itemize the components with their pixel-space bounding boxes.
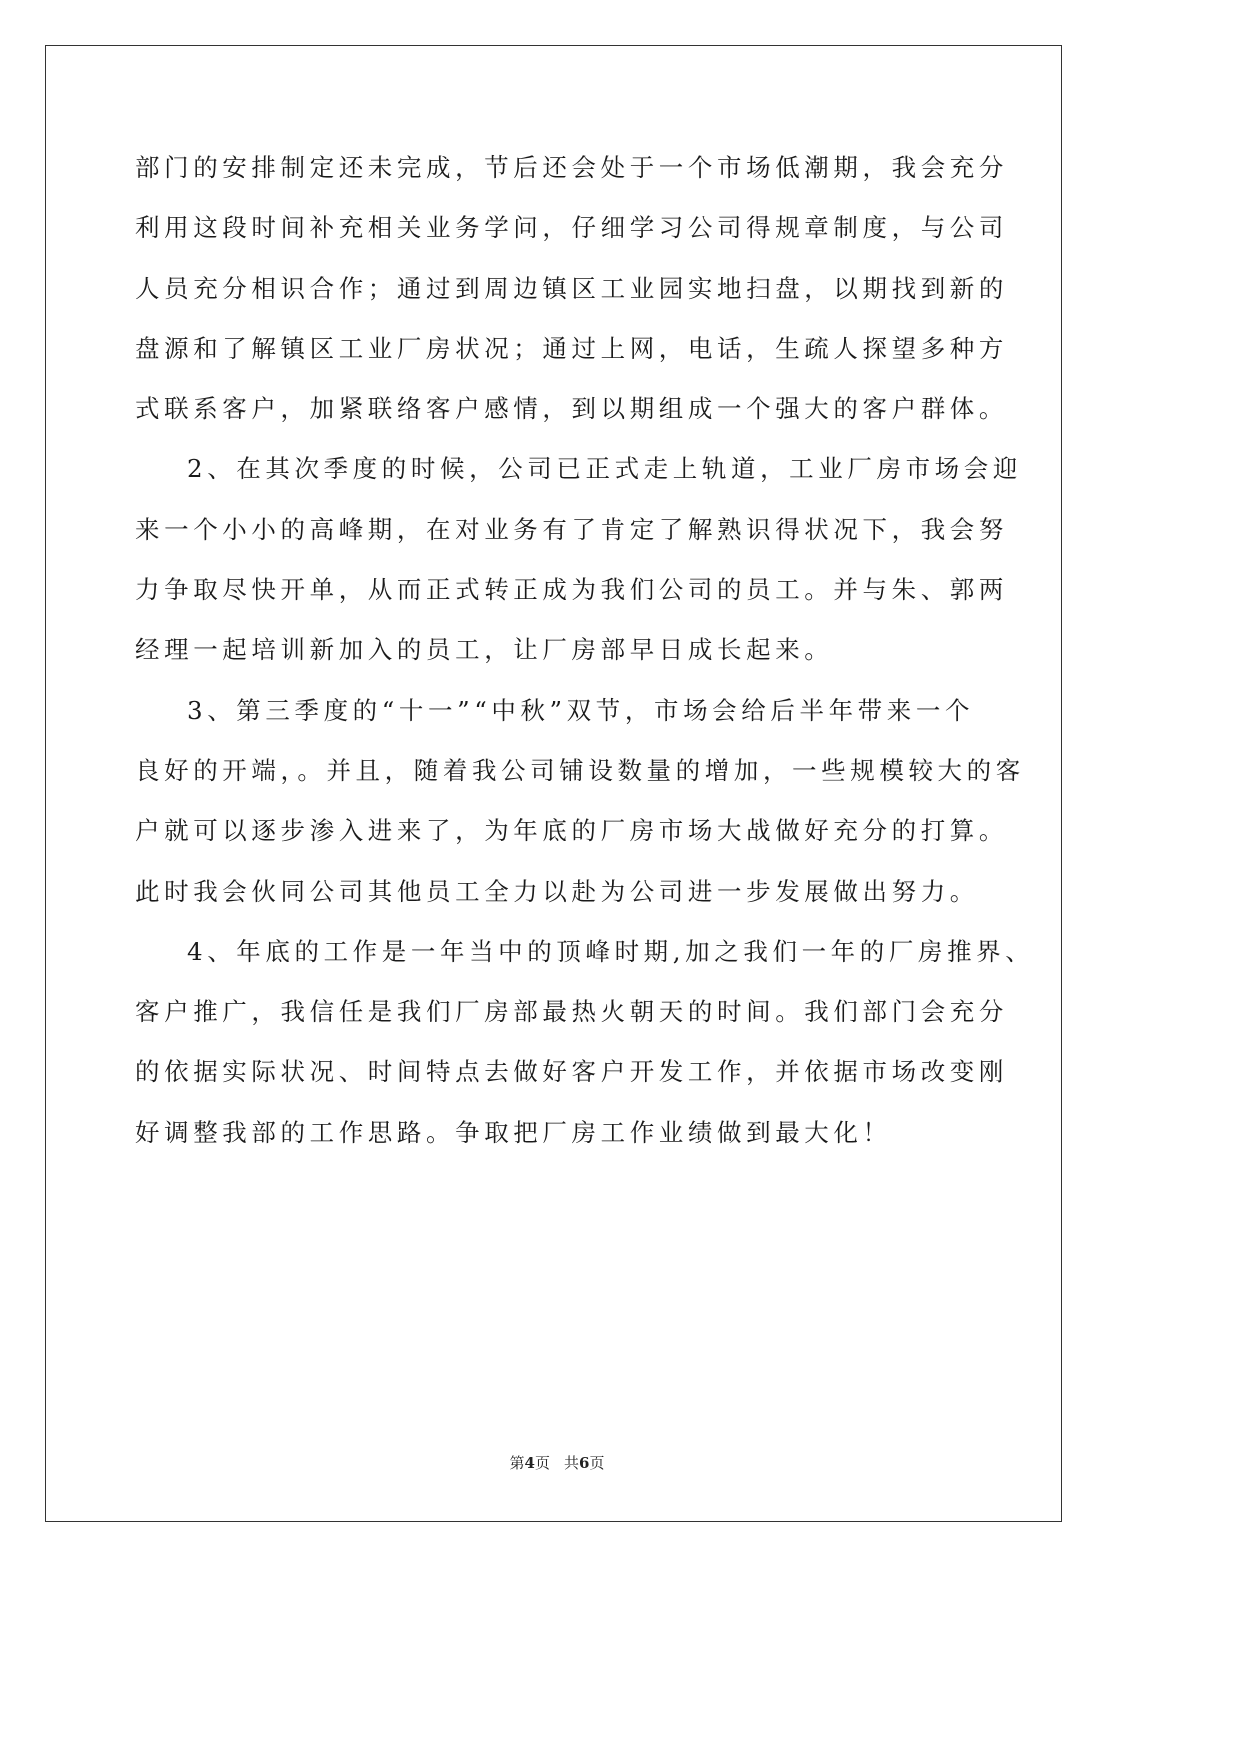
total-pages-number: 6 (579, 1454, 590, 1472)
text-line: 利用这段时间补充相关业务学问，仔细学习公司得规章制度，与公司 (135, 213, 1008, 243)
text-line: 3、第三季度的“十一”“中秋”双节，市场会给后半年带来一个 (187, 695, 975, 725)
text-line: 良好的开端，。并且，随着我公司铺设数量的增加，一些规模较大的客 (135, 755, 1025, 785)
footer-prefix: 第 (509, 1454, 525, 1472)
text-line: 力争取尽快开单，从而正式转正成为我们公司的员工。并与朱、郭两 (135, 575, 1008, 605)
text-line: 客户推广，我信任是我们厂房部最热火朝天的时间。我们部门会充分 (135, 997, 1008, 1027)
footer-total-prefix: 共 (564, 1454, 580, 1472)
text-line: 的依据实际状况、时间特点去做好客户开发工作，并依据市场改变刚 (135, 1057, 1008, 1087)
footer-total-suffix: 页 (589, 1454, 605, 1472)
document-body (135, 138, 1035, 1163)
current-page-number: 4 (524, 1454, 535, 1472)
text-line: 盘源和了解镇区工业厂房状况；通过上网，电话，生疏人探望多种方 (135, 333, 1008, 363)
footer-page-suffix: 页 (534, 1454, 550, 1472)
text-line: 式联系客户，加紧联络客户感情，到以期组成一个强大的客户群体。 (135, 394, 1008, 424)
text-line: 来一个小小的高峰期，在对业务有了肯定了解熟识得状况下，我会努 (135, 514, 1008, 544)
page-footer (0, 1452, 1114, 1473)
text-line: 此时我会伙同公司其他员工全力以赴为公司进一步发展做出努力。 (135, 876, 979, 906)
text-line: 2、在其次季度的时候，公司已正式走上轨道，工业厂房市场会迎 (187, 454, 1022, 484)
text-line: 人员充分相识合作；通过到周边镇区工业园实地扫盘，以期找到新的 (135, 273, 1008, 303)
text-line: 户就可以逐步渗入进来了，为年底的厂房市场大战做好充分的打算。 (135, 816, 1008, 846)
text-line: 部门的安排制定还未完成，节后还会处于一个市场低潮期，我会充分 (135, 153, 1008, 182)
text-line: 好调整我部的工作思路。争取把厂房工作业绩做到最大化！ (135, 1117, 892, 1147)
text-line: 经理一起培训新加入的员工，让厂房部早日成长起来。 (135, 635, 834, 665)
text-line: 4、年底的工作是一年当中的顶峰时期,加之我们一年的厂房推界、 (187, 936, 1035, 966)
